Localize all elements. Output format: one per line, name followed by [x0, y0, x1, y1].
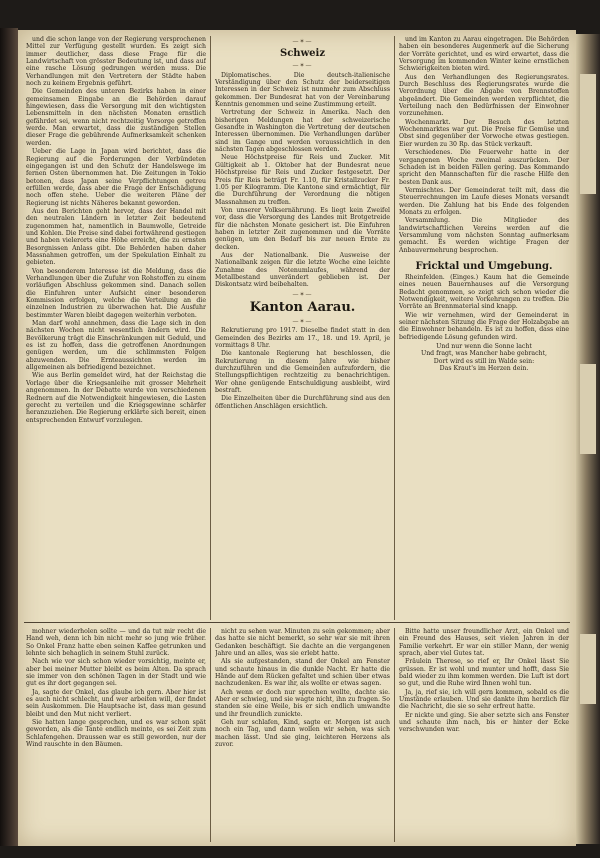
column-rule: [210, 36, 211, 620]
story-paragraph: Ach wenn er doch nur sprechen wollte, dachte sie. Aber er schwieg, und sie wagte nicht, ihn zu fragen. So standen sie eine Weile, bis er sich endlich umwandte und ihr freundlich zunickte.: [215, 688, 390, 718]
article-paragraph: Man darf wohl annehmen, dass die Lage sich in den nächsten Wochen nicht wesentlich ändern wird. Die Bevölkerung trägt die Einschränkungen mit Geduld, und es ist zu hoffen, dass die getroffenen Anordnungen genügen werden, um die schlimmsten Folgen abzuwenden. Die Ernteaussichten werden im allgemeinen als befriedigend bezeichnet.: [26, 320, 206, 372]
book-spine: [0, 28, 18, 846]
article-paragraph: und die schon lange von der Regierung versprochenen Mittel zur Verfügung gestellt wurden. Es zeigt sich immer deutlicher, dass diese Frage für die Landwirtschaft von grösster Bedeutung ist, und dass auf eine rasche Lösung gedrungen werden muss. Die Verhandlungen mit den Vertretern der Städte haben noch zu keinem Ergebnis geführt.: [26, 36, 206, 88]
poem-line: Und nur wenn die Sonne lacht: [436, 343, 532, 351]
feuilleton-column-2: [215, 628, 390, 840]
article-paragraph: Wie aus Berlin gemeldet wird, hat der Reichstag die Vorlage über die Kriegsanleihe mit grosser Mehrheit angenommen. In der Debatte wurde von verschiedenen Rednern auf die Notwendigkeit hingewiesen, die Lasten gerecht zu verteilen und die Kriegsgewinne schärfer heranzuziehen. Die Regierung erklärte sich bereit, einen entsprechenden Entwurf vorzulegen.: [26, 372, 206, 424]
column-rule: [394, 628, 395, 842]
feuilleton-column-3: [399, 628, 569, 840]
feuilleton-column-1: [26, 628, 206, 840]
article-paragraph: Aus der Nationalbank. Die Ausweise der Nationalbank zeigen für die letzte Woche eine leichte Zunahme des Notenumlaufes, während der Metallbestand unverändert geblieben ist. Der Diskontsatz wird beibehalten.: [215, 251, 390, 289]
ornament-rule: —✶—: [292, 38, 313, 45]
column-2: [215, 36, 390, 620]
article-paragraph: Rheinfelden. (Einges.) Kaum hat die Gemeinde eines neuen Bauernhauses auf die Versorgung Bedacht genommen, so zeigt sich schon wieder die Notwendigkeit, weitere Vorkehrungen zu treffen. Die Vorräte an Brennmaterial sind knapp.: [399, 273, 569, 311]
article-paragraph: Rekrutierung pro 1917. Dieselbe findet statt in den Gemeinden des Bezirks am 17., 18. und 19. April, je vormittags 8 Uhr.: [215, 327, 390, 350]
section-title-fricktal: Fricktal und Umgebung.: [415, 260, 553, 272]
article-paragraph: und im Kanton zu Aarau eingetragen. Die Behörden haben ein besonderes Augenmerk auf die Sicherung der Vorräte gerichtet, und es wird erwartet, dass die Versorgung im kommenden Winter keine ernstlichen Schwierigkeiten bieten wird.: [399, 36, 569, 73]
article-paragraph: Vermischtes. Der Gemeinderat teilt mit, dass die Steuerrechnungen im Laufe dieses Monats versandt werden. Die Zahlung hat bis Ende des folgenden Monats zu erfolgen.: [399, 186, 569, 216]
story-paragraph: Geh nur schlafen, Kind, sagte er. Morgen ist auch noch ein Tag, und dann wollen wir sehen, was sich machen lässt. Und sie ging, leichteren Herzens als zuvor.: [215, 719, 390, 749]
article-paragraph: Diplomatisches. Die deutsch-italienische Verständigung über den Schutz der beiderseitigen Interessen in der Schweiz ist nunmehr zum Abschluss gekommen. Der Bundesrat hat von der Vereinbarung Kenntnis genommen und seine Zustimmung erteilt.: [215, 71, 390, 109]
edge-strip: [580, 364, 596, 454]
poem: [399, 343, 569, 372]
article-paragraph: Wochenmarkt. Der Besuch des letzten Wochenmarktes war gut. Die Preise für Gemüse und Obst sind gegenüber der Vorwoche etwas gestiegen. Eier wurden zu 30 Rp. das Stück verkauft.: [399, 118, 569, 148]
poem-line: Und fragt, was Mancher habe gebracht,: [420, 350, 548, 358]
story-paragraph: Er nickte und ging. Sie aber setzte sich ans Fenster und schaute ihm nach, bis er hinter der Ecke verschwunden war.: [399, 711, 569, 734]
article-paragraph: Neue Höchstpreise für Reis und Zucker. Mit Gültigkeit ab 1. Oktober hat der Bundesrat neue Höchstpreise für Reis und Zucker festgesetzt. Der Preis für Reis beträgt Fr. 1.10, für Kristallzucker Fr. 1.05 per Kilogramm. Die Kantone sind ermächtigt, für die Durchführung der Verordnung die nötigen Massnahmen zu treffen.: [215, 154, 390, 206]
story-paragraph: Als sie aufgestanden, stand der Onkel am Fenster und schaute hinaus in die dunkle Nacht. Er hatte die Hände auf dem Rücken gefaltet und schien über etwas nachzudenken. Es war ihr, als wollte er etwas sagen.: [215, 658, 390, 688]
story-paragraph: Ja, ja, rief sie, ich will gern kommen, sobald es die Umstände erlauben. Und sie dankte ihm herzlich für die Nachricht, die sie so sehr erfreut hatte.: [399, 688, 569, 711]
poem-line: Dort wird es still im Walde sein:: [433, 357, 535, 365]
adjacent-page-edge: [576, 34, 600, 844]
story-paragraph: nicht zu sehen war. Minuten zu sein gekommen; aber das hatte sie nicht bemerkt, so sehr war sie mit ihren Gedanken beschäftigt. Sie dachte an die vergangenen Jahre und an alles, was sie erlebt hatte.: [215, 628, 390, 658]
section-title-schweiz: Schweiz: [279, 48, 326, 60]
article-paragraph: Die Einzelheiten über die Durchführung sind aus den öffentlichen Anschlägen ersichtlich.: [215, 395, 390, 410]
newspaper-page: [18, 30, 576, 846]
story-paragraph: Bitte hatte unser freundlicher Arzt, ein Onkel und ein Freund des Hauses, seit vielen Jahren in der Familie verkehrt. Er war ein stiller Mann, der wenig sprach, aber viel Gutes tat.: [399, 628, 569, 658]
article-paragraph: Die Gemeinden des unteren Bezirks haben in einer gemeinsamen Eingabe an die Behörden darauf hingewiesen, dass die Versorgung mit den wichtigsten Lebensmitteln in den nächsten Monaten ernstlich gefährdet sei, wenn nicht rechtzeitig Vorsorge getroffen werde. Man erwartet, dass die zuständigen Stellen dieser Frage die gebührende Aufmerksamkeit schenken werden.: [26, 88, 206, 147]
column-rule: [394, 36, 395, 620]
story-paragraph: Nach wie vor sich schon wieder vorsichtig, meinte er, aber bei meiner Mutter bleibt es beim Alten. Da sprach sie immer von den schönen Tagen in der Stadt und wie gut es ihr dort gegangen sei.: [26, 658, 206, 688]
story-paragraph: Fräulein Therese, so rief er, Ihr Onkel lässt Sie grüssen. Er ist wohl und munter und hofft, dass Sie bald wieder zu ihm kommen werden. Die Luft ist dort so gut, und die Ruhe wird Ihnen wohl tun.: [399, 658, 569, 688]
article-paragraph: Wie wir vernehmen, wird der Gemeinderat in seiner nächsten Sitzung die Frage der Holzabgabe an die Einwohner behandeln. Es ist zu hoffen, dass eine befriedigende Lösung gefunden wird.: [399, 311, 569, 341]
column-1: [26, 36, 206, 620]
edge-strip: [580, 634, 596, 704]
story-paragraph: mohner wiederholen sollte — und da tut mir recht die Hand weh, denn ich bin nicht mehr so jung wie früher. So Onkel Franz hatte eben seinen Kaffee getrunken und lehnte sich behaglich in seinem Stuhl zurück.: [26, 628, 206, 658]
column-rule: [210, 628, 211, 842]
story-paragraph: Ja, sagte der Onkel, das glaube ich gern. Aber hier ist es auch nicht schlecht, und wer arbeiten will, der findet sein Auskommen. Die Hauptsache ist, dass man gesund bleibt und den Mut nicht verliert.: [26, 688, 206, 718]
article-paragraph: Versammlung. Die Mitglieder des landwirtschaftlichen Vereins werden auf die Versammlung vom nächsten Sonntag aufmerksam gemacht. Es werden wichtige Fragen der Anbauvermehrung besprochen.: [399, 217, 569, 254]
ornament-rule: —✶—: [292, 290, 313, 298]
article-paragraph: Aus den Verhandlungen des Regierungsrates. Durch Beschluss des Regierungsrates wurde die Verordnung über die Abgabe von Brennstoffen abgeändert. Die Gemeinden werden verpflichtet, die Verteilung nach den Bedürfnissen der Einwohner vorzunehmen.: [399, 73, 569, 118]
edge-strip: [580, 74, 596, 194]
article-paragraph: Ueber die Lage in Japan wird berichtet, dass die Regierung auf die Forderungen der Verbündeten eingegangen ist und den Schutz der Handelswege im fernen Osten übernommen hat. Die Zeitungen in Tokio betonen, dass Japan seine Verpflichtungen getreu erfüllen werde, dass aber die Frage der Entschädigung noch offen stehe. Ueber die weiteren Pläne der Regierung ist nichts Näheres bekannt geworden.: [26, 148, 206, 207]
article-paragraph: Von unserer Volksernährung. Es liegt kein Zweifel vor, dass die Versorgung des Landes mit Brotgetreide für die nächsten Monate gesichert ist. Die Einfuhren haben in letzter Zeit zugenommen und die Vorräte genügen, um den Bedarf bis zur neuen Ernte zu decken.: [215, 206, 390, 251]
poem-line: Das Kraut's im Herzen dein.: [439, 365, 529, 373]
feuilleton-rule: [24, 622, 570, 623]
story-paragraph: Sie hatten lange gesprochen, und es war schon spät geworden, als die Tante endlich meinte, es sei Zeit zum Schlafengehen. Draussen war es still geworden, nur der Wind rauschte in den Bäumen.: [26, 719, 206, 749]
column-3: [399, 36, 569, 620]
article-paragraph: Vertretung der Schweiz in Amerika. Nach den bisherigen Meldungen hat der schweizerische Gesandte in Washington die Vertretung der deutschen Interessen übernommen. Die Verhandlungen darüber sind im Gange und werden voraussichtlich in den nächsten Tagen abgeschlossen werden.: [215, 109, 390, 154]
ornament-rule: —✶—: [292, 318, 313, 325]
article-paragraph: Verschiedenes. Die Feuerwehr hatte in der vergangenen Woche zweimal auszurücken. Der Schaden ist in beiden Fällen gering. Das Kommando spricht den Mannschaften für die rasche Hilfe den besten Dank aus.: [399, 149, 569, 186]
ornament-rule: —✶—: [292, 62, 313, 70]
article-paragraph: Die kantonale Regierung hat beschlossen, die Rekrutierung in diesem Jahre wie bisher durchzuführen und die Gemeinden aufzufordern, die Stellungspflichtigen rechtzeitig zu benachrichtigen. Wer ohne genügende Entschuldigung ausbleibt, wird bestraft.: [215, 350, 390, 395]
section-title-kanton: Kanton Aarau.: [249, 300, 356, 315]
article-paragraph: Von besonderem Interesse ist die Meldung, dass die Verhandlungen über die Zufuhr von Rohstoffen zu einem vorläufigen Abschluss gekommen sind. Danach sollen die Einfuhren unter Aufsicht einer besonderen Kommission erfolgen, welche die Verteilung an die einzelnen Industrien zu überwachen hat. Die Ausfuhr bestimmter Waren bleibt dagegen weiterhin verboten.: [26, 267, 206, 319]
article-paragraph: Aus den Berichten geht hervor, dass der Handel mit den neutralen Ländern in letzter Zeit bedeutend zugenommen hat, namentlich in Baumwolle, Getreide und Kohlen. Die Preise sind dabei fortwährend gestiegen und haben vielerorts eine Höhe erreicht, die zu ernsten Besorgnissen Anlass gibt. Die Behörden haben daher Massnahmen getroffen, um der Spekulation Einhalt zu gebieten.: [26, 207, 206, 267]
